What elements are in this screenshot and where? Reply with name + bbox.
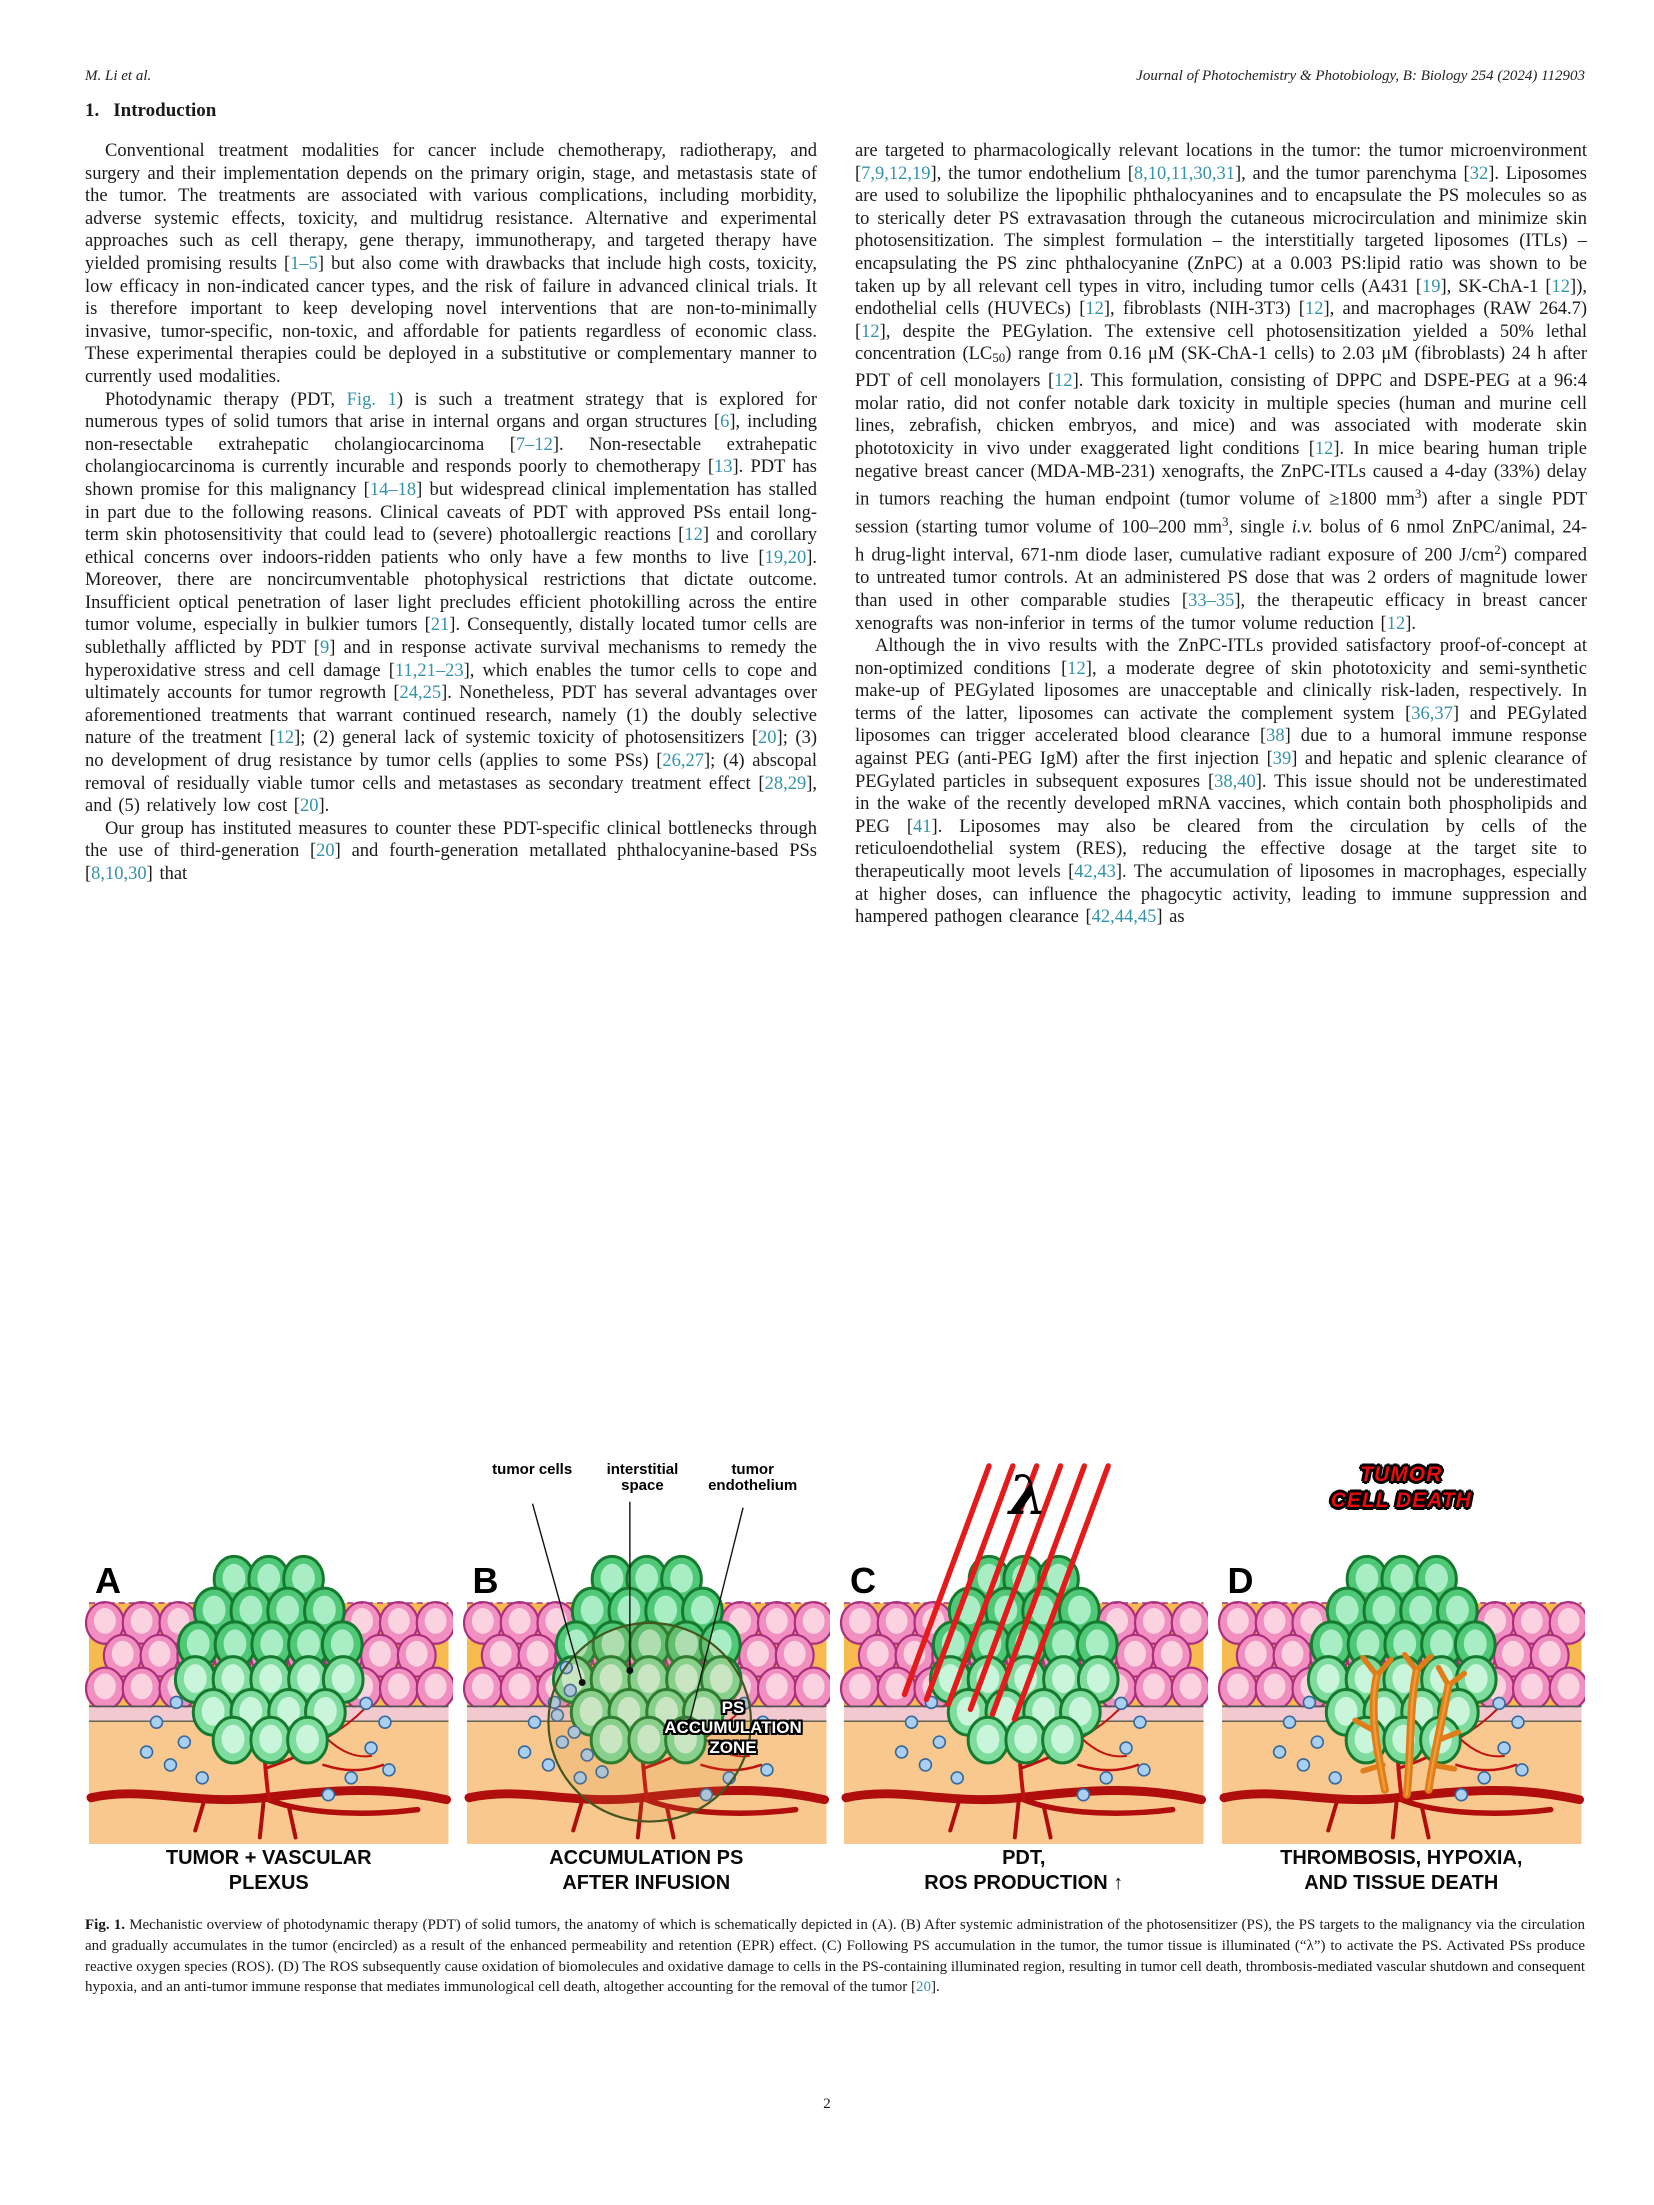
citation-link[interactable]: 19 xyxy=(1421,276,1441,297)
figure-1 xyxy=(85,1462,1585,1896)
section-title: Introduction xyxy=(113,100,217,121)
paragraph: are targeted to pharmacologically relevant locations in the tumor: the tumor microenvironment [7,9,12,19], the tumor endothelium [8,10,11,30,31], and the tumor parenchyma [32]. Liposomes are used to solubilize the lipophilic phthalocyanines and to encapsulate the PS molecules so as to sterically deter PS extravasation through the cutaneous microcirculation and minimize skin photosensitization. The simplest formulation – the interstitially targeted liposomes (ITLs) – encapsulating the PS zinc phthalocyanine (ZnPC) at a 0.003 PS:lipid ratio was shown to be taken up by all relevant cell types in vitro, including tumor cells (A431 [19], SK-ChA-1 [12]), endothelial cells (HUVECs) [12], fibroblasts (NIH-3T3) [12], and macrophages (RAW 264.7) [12], despite the PEGylation. The extensive cell photosensitization yielded a 50% lethal concentration (LC50) range from 0.16 μM (SK-ChA-1 cells) to 2.03 μM (fibroblasts) 24 h after PDT of cell monolayers [12]. This formulation, consisting of DPPC and DSPE-PEG at a 96:4 molar ratio, did not confer notable dark toxicity in multiple species (human and murine cell lines, zebrafish, chicken embryos, and mice) and was associated with moderate skin phototoxicity in vivo under exaggerated light conditions [12]. In mice bearing human triple negative breast cancer (MDA-MB-231) xenografts, the ZnPC-ITLs caused a 4-day (33%) delay in tumors reaching the human endpoint (tumor volume of ≥1800 $mm^3$) after a single PDT session (starting tumor volume of 100–200 $mm^3$, single i.v. bolus of 6 nmol ZnPC/animal, 24-h drug-light interval, 671-nm diode laser, cumulative radiant exposure of 200 $J/cm^2$) compared to untreated tumor controls. At an administered PS dose that was 2 orders of magnitude lower than used in other comparable studies [33–35], the therapeutic efficacy in breast cancer xenografts was non-inferior in terms of the tumor volume reduction [12]. xyxy=(855,141,1587,634)
text-style-sup: 3 xyxy=(1414,486,1422,502)
citation-link[interactable]: 21 xyxy=(430,615,450,636)
running-head-journal: Journal of Photochemistry & Photobiology, B: Biology 254 (2024) 112903 xyxy=(1136,68,1585,84)
running-head-author: M. Li et al. xyxy=(85,68,152,84)
citation-link[interactable]: 6 xyxy=(720,412,730,433)
citation-link[interactable]: 20 xyxy=(758,728,777,749)
citation-link[interactable]: 33–35 xyxy=(1188,590,1235,611)
citation-link[interactable]: Fig. 1 xyxy=(346,389,397,410)
panel-caption: PDT, ROS PRODUCTION ↑ xyxy=(924,1847,1124,1895)
citation-link[interactable]: 12 xyxy=(1304,299,1324,320)
citation-link[interactable]: 39 xyxy=(1272,749,1292,770)
citation-link[interactable]: 20 xyxy=(916,1979,931,1996)
citation-link[interactable]: 1–5 xyxy=(290,253,318,274)
citation-link[interactable]: 24,25 xyxy=(399,683,442,704)
page-number: 2 xyxy=(823,2096,831,2112)
paragraph: Conventional treatment modalities for cancer include chemotherapy, radiotherapy, and surgery and their implementation depends on the primary origin, stage, and metastasis state of the tumor. The treatments are associated with various complications, including morbidity, adverse systemic effects, toxicity, and multidrug resistance. Alternative and experimental approaches such as cell therapy, gene therapy, immunotherapy, and targeted therapy have yielded promising results [1–5] but also come with drawbacks that include high costs, toxicity, low efficacy in non-indicated cancer types, and the risk of failure in advanced clinical trials. It is therefore important to keep developing novel interventions that are non-to-minimally invasive, tumor-specific, non-toxic, and affordable for patients regardless of economic class. These experimental therapies could be deployed in a substitutive or complementary manner to currently used modalities. xyxy=(85,141,817,387)
citation-link[interactable]: 36,37 xyxy=(1411,703,1453,724)
panel-illustration-b xyxy=(463,1462,831,1844)
citation-link[interactable]: 8,10,30 xyxy=(91,864,147,884)
paragraph: Photodynamic therapy (PDT, Fig. 1) is such a treatment strategy that is explored for numerous types of solid tumors that arise in internal organs and organ structures [6], including non-resectable extrahepatic cholangiocarcinoma [7–12]. Non-resectable extrahepatic cholangiocarcinoma is currently incurable and responds poorly to chemotherapy [13]. PDT has shown promise for this malignancy [14–18] but widespread clinical implementation has stalled in part due to the following reasons. Clinical caveats of PDT with approved PSs entail long-term skin photosensitivity that could lead to (severe) photoallergic reactions [12] and corollary ethical concerns over indoors-ridden patients who only have a few months to live [19,20]. Moreover, there are noncircumventable photophysical restrictions that dictate outcome. Insufficient optical penetration of laser light precludes efficient photokilling across the entire tumor volume, especially in bulkier tumors [21]. Consequently, distally located tumor cells are sublethally afflicted by PDT [9] and in response activate survival mechanisms to remedy the hyperoxidative stress and cell damage [11,21–23], which enables the tumor cells to cope and ultimately accounts for tumor regrowth [24,25]. Nonetheless, PDT has several advantages over aforementioned treatments that warrant continued research, namely (1) the doubly selective nature of the treatment [12]; (2) general lack of systemic toxicity of photosensitizers [20]; (3) no development of drug resistance by tumor cells (applies to some PSs) [26,27]; (4) abscopal removal of residually viable tumor cells and metastases as secondary treatment effect [28,29], and (5) relatively low cost [20]. xyxy=(85,389,818,817)
panel-illustration-a xyxy=(85,1462,453,1844)
citation-link[interactable]: 12 xyxy=(1314,438,1334,459)
citation-link[interactable]: 12 xyxy=(861,321,880,342)
figure-panel-b xyxy=(463,1462,831,1896)
citation-link[interactable]: 38 xyxy=(1266,726,1285,747)
citation-link[interactable]: 9 xyxy=(319,638,330,659)
text-style-sub: 50 xyxy=(992,350,1006,366)
annotation-label: interstitial space xyxy=(606,1461,679,1494)
citation-link[interactable]: 8,10,11,30,31 xyxy=(1133,163,1235,184)
citation-link[interactable]: 12 xyxy=(1085,299,1104,320)
text-column-right xyxy=(855,140,1587,929)
citation-link[interactable]: 20 xyxy=(316,841,335,862)
panel-letter: C xyxy=(850,1560,876,1601)
citation-link[interactable]: 12 xyxy=(1386,613,1406,634)
panel-caption: TUMOR + VASCULAR PLEXUS xyxy=(165,1847,372,1895)
citation-link[interactable]: 12 xyxy=(275,728,295,749)
figure-caption-label: Fig. 1. xyxy=(85,1917,126,1933)
panel-letter: A xyxy=(95,1560,121,1601)
lambda-symbol: λ xyxy=(1009,1463,1047,1527)
citation-link[interactable]: 14–18 xyxy=(369,479,417,500)
citation-link[interactable]: 12 xyxy=(1054,371,1073,392)
citation-link[interactable]: 7,9,12,19 xyxy=(861,163,931,184)
figure-panel-c xyxy=(840,1462,1208,1896)
citation-link[interactable]: 13 xyxy=(714,457,733,478)
citation-link[interactable]: 38,40 xyxy=(1214,771,1256,792)
text-style-sup: 3 xyxy=(1222,514,1229,530)
tumor-cell-death-header: TUMOR CELL DEATH xyxy=(1330,1463,1472,1512)
citation-link[interactable]: 7–12 xyxy=(515,434,553,455)
citation-link[interactable]: 28,29 xyxy=(764,773,807,794)
citation-link[interactable]: 12 xyxy=(1067,658,1086,679)
figure-caption-text: Mechanistic overview of photodynamic therapy (PDT) of solid tumors, the anatomy of which is schematically depicted in (A). (B) After systemic administration of the photosensitizer (PS), the PS targets to the malignancy via the circulation and gradually accumulates in the tumor (encircled) as a result of the enhanced permeability and retention (EPR) effect. (C) Following PS accumulation in the tumor, the tumor tissue is illuminated (“λ”) to activate the PS. Activated PSs produce reactive oxygen species (ROS). (D) The ROS subsequently cause oxidation of biomolecules and oxidative damage to cells in the PS-containing illuminated region, resulting in tumor cell death, thrombosis-mediated vascular shutdown and consequent hypoxia, and an anti-tumor immune response that mediates immunological cell death, altogether accounting for the removal of the tumor [20]. xyxy=(85,1917,1585,1996)
paragraph: Although the in vivo results with the ZnPC-ITLs provided satisfactory proof-of-concept at non-optimized conditions [12], a moderate degree of skin phototoxicity and semi-synthetic make-up of PEGylated liposomes are unacceptable and clinically risk-laden, respectively. In terms of the latter, liposomes can activate the complement system [36,37] and PEGylated liposomes can trigger accelerated blood clearance [38] due to a humoral immune response against PEG (anti-PEG IgM) after the first injection [39] and hepatic and splenic clearance of PEGylated particles in subsequent exposures [38,40]. This issue should not be underestimated in the wake of the recently developed mRNA vaccines, which contain both phospholipids and PEG [41]. Liposomes may also be cleared from the circulation by cells of the reticuloendothelial system (RES), reducing the effective dosage at the target site to therapeutically moot levels [42,43]. The accumulation of liposomes in macrophages, especially at higher doses, can influence the phagocytic activity, leading to immune suppression and hampered pathogen clearance [42,44,45] as xyxy=(855,636,1588,928)
annotation-label: tumor endothelium xyxy=(708,1461,798,1494)
citation-link[interactable]: 20 xyxy=(299,796,319,817)
figure-panel-a xyxy=(85,1462,453,1896)
citation-link[interactable]: 42,44,45 xyxy=(1091,907,1157,928)
citation-link[interactable]: 11,21–23 xyxy=(394,660,464,681)
panel-letter: D xyxy=(1227,1560,1254,1601)
text-style-sup: 2 xyxy=(1494,542,1501,558)
citation-link[interactable]: 19,20 xyxy=(764,547,807,568)
panel-illustration-d xyxy=(1218,1462,1586,1844)
panel-caption: THROMBOSIS, HYPOXIA, AND TISSUE DEATH xyxy=(1280,1847,1523,1895)
citation-link[interactable]: 12 xyxy=(684,525,703,546)
section-number: 1. xyxy=(85,100,100,121)
figure-caption xyxy=(85,1915,1585,1998)
text-column-left xyxy=(85,140,817,886)
citation-link[interactable]: 26,27 xyxy=(662,751,704,772)
section-heading xyxy=(85,100,216,122)
ps-accumulation-zone-label: PS ACCUMULATION ZONE xyxy=(664,1698,802,1757)
panel-caption: ACCUMULATION PS AFTER INFUSION xyxy=(549,1847,744,1895)
citation-link[interactable]: 41 xyxy=(913,816,932,837)
panel-letter: B xyxy=(472,1560,499,1601)
text-style-i: i.v. xyxy=(1291,517,1313,538)
citation-link[interactable]: 32 xyxy=(1469,163,1489,184)
annotation-label: tumor cells xyxy=(492,1461,573,1478)
citation-link[interactable]: 42,43 xyxy=(1074,862,1116,883)
paragraph: Our group has instituted measures to counter these PDT-specific clinical bottlenecks through the use of third-generation [20] and fourth-generation metallated phthalocyanine-based PSs [8,10,30] that xyxy=(85,818,817,884)
citation-link[interactable]: 12 xyxy=(1551,276,1571,297)
figure-panel-d xyxy=(1218,1462,1586,1896)
